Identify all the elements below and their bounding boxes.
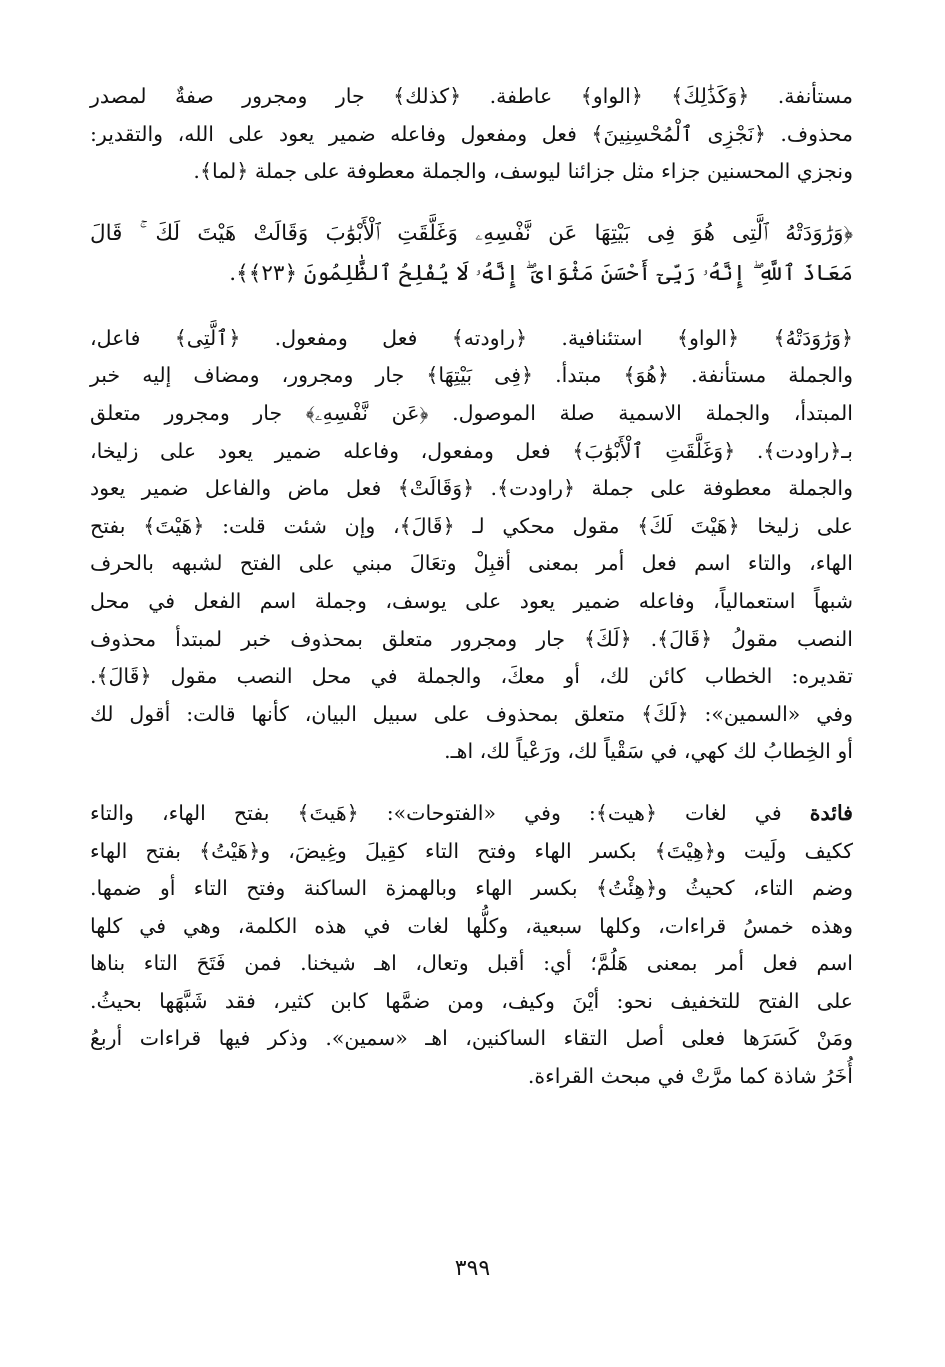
text-line: أُخَرُ شاذة كما مرَّتْ في مبحث القراءة. [527, 1064, 853, 1089]
intro-paragraph [90, 78, 853, 191]
text-line: ومَنْ كَسَرَها فعلى أصل التقاء الساكنين، اهـ «سمين». وذكر فيها قراءات أربعُ [90, 1026, 853, 1051]
text-line: ككيف ولَيت و﴿هِيْتَ﴾ بكسر الهاء وفتح التاء كقِيلَ وغِيضَ، و﴿هَيْتُ﴾ بفتح الهاء [90, 838, 853, 863]
text-line: ﴿وَرَٰوَدَتْهُ﴾ ﴿الواو﴾ استئنافية. ﴿راودته﴾ فعل ومفعول. ﴿ٱلَّتِى﴾ فاعل، [90, 325, 853, 350]
text-line [90, 795, 853, 833]
text-line: اسم فعل أمر بمعنى هَلُمَّ؛ أي: أقبل وتعال، اهـ شيخنا. فمن فَتَحَ التاء بناها [90, 951, 853, 976]
text-line: والجملة معطوفة على جملة ﴿راودت﴾. ﴿وَقَالَتْ﴾ فعل ماض والفاعل ضمير يعود [90, 476, 853, 501]
verse-line: مَعَاذَ ٱللَّهِ ۖ إِنَّهُۥ رَبِّىٓ أَحْسَنَ مَثْوَاىَ ۖ إِنَّهُۥ لَا يُفْلِحُ ٱلظَّٰلِمُونَ ﴿٢٣﴾﴾. [229, 260, 853, 286]
grammar-paragraph [90, 320, 853, 771]
page-number: ٣٩٩ [454, 1256, 491, 1281]
verse-line: ﴿وَرَٰوَدَتْهُ ٱلَّتِى هُوَ فِى بَيْتِهَا عَن نَّفْسِهِۦ وَغَلَّقَتِ ٱلْأَبْوَٰبَ وَقَالَتْ هَيْتَ لَكَ ۚ قَالَ [90, 220, 853, 246]
text-line: المبتدأ، والجملة الاسمية صلة الموصول. ﴿عَن نَّفْسِهِۦ﴾ جار ومجرور متعلق [90, 400, 853, 425]
text-line: على زليخا ﴿هَيْتَ لَكَ﴾ مقول محكي لـ ﴿قَالَ﴾، وإن شئت قلت: ﴿هَيْتَ﴾ بفتح [90, 513, 853, 538]
text-line: مستأنفة. ﴿وَكَذَٰلِكَ﴾ ﴿الواو﴾ عاطفة. ﴿كذلك﴾ جار ومجرور صفةٌ لمصدر [90, 84, 853, 108]
page-body [90, 78, 853, 1096]
text-line: محذوف. ﴿نَجْزِى ٱلْمُحْسِنِينَ﴾ فعل ومفعول وفاعله ضمير يعود على الله، والتقدير: [90, 121, 853, 146]
benefit-label: فائدة [809, 800, 853, 825]
benefit-line-text: في لغات ﴿هيت﴾: وفي «الفتوحات»: ﴿هَيتَ﴾ بفتح الهاء، والتاء [90, 800, 810, 825]
text-line: شبهاً استعمالياً، وفاعله ضمير يعود على يوسف، وجملة اسم الفعل في محل [90, 588, 853, 613]
text-line: تقديره: الخطاب كائن لك، أو معكَ، والجملة في محل النصب مقول ﴿قَالَ﴾. [90, 664, 853, 689]
text-line: بـ﴿راودت﴾. ﴿وَغَلَّقَتِ ٱلْأَبْوَٰبَ﴾ فعل ومفعول، وفاعله ضمير يعود على زليخا، [90, 438, 853, 463]
text-line: أو الخِطابُ لك كهي، في سَقْياً لك، ورَعْياً لك، اهـ. [444, 739, 853, 764]
text-line: وضم التاء، كحيثُ و﴿هِئْتُ﴾ بكسر الهاء وبالهمزة الساكنة وفتح التاء أو ضمها. [90, 876, 853, 901]
text-line: وهذه خمسُ قراءات، وكلها سبعية، وكلُّها لغات في هذه الكلمة، وهي في كلها [90, 913, 853, 938]
text-line: وفي «السمين»: ﴿لَكَ﴾ متعلق بمحذوف على سبيل البيان، كأنها قالت: أقول لك [90, 701, 853, 726]
text-line: ونجزي المحسنين جزاء مثل جزائنا ليوسف، والجملة معطوفة على جملة ﴿لما﴾. [193, 159, 853, 184]
benefit-paragraph [90, 795, 853, 1096]
text-line: الهاء، والتاء اسم فعل أمر بمعنى أقبِلْ وتعَالَ مبني على الفتح لشبهه بالحرف [90, 551, 853, 576]
quran-verse [90, 214, 853, 294]
text-line: على الفتح للتخفيف نحو: أيْنَ وكيف، ومن ضمَّها كابن كثير، فقد شَبَّهَها بحيثُ. [90, 988, 853, 1013]
text-line: النصب مقولُ ﴿قَالَ﴾. ﴿لَكَ﴾ جار ومجرور متعلق بمحذوف خبر لمبتدأ محذوف [90, 626, 853, 651]
text-line: والجملة مستأنفة. ﴿هُوَ﴾ مبتدأ. ﴿فِى بَيْتِهَا﴾ جار ومجرور، ومضاف إليه خبر [90, 363, 853, 388]
